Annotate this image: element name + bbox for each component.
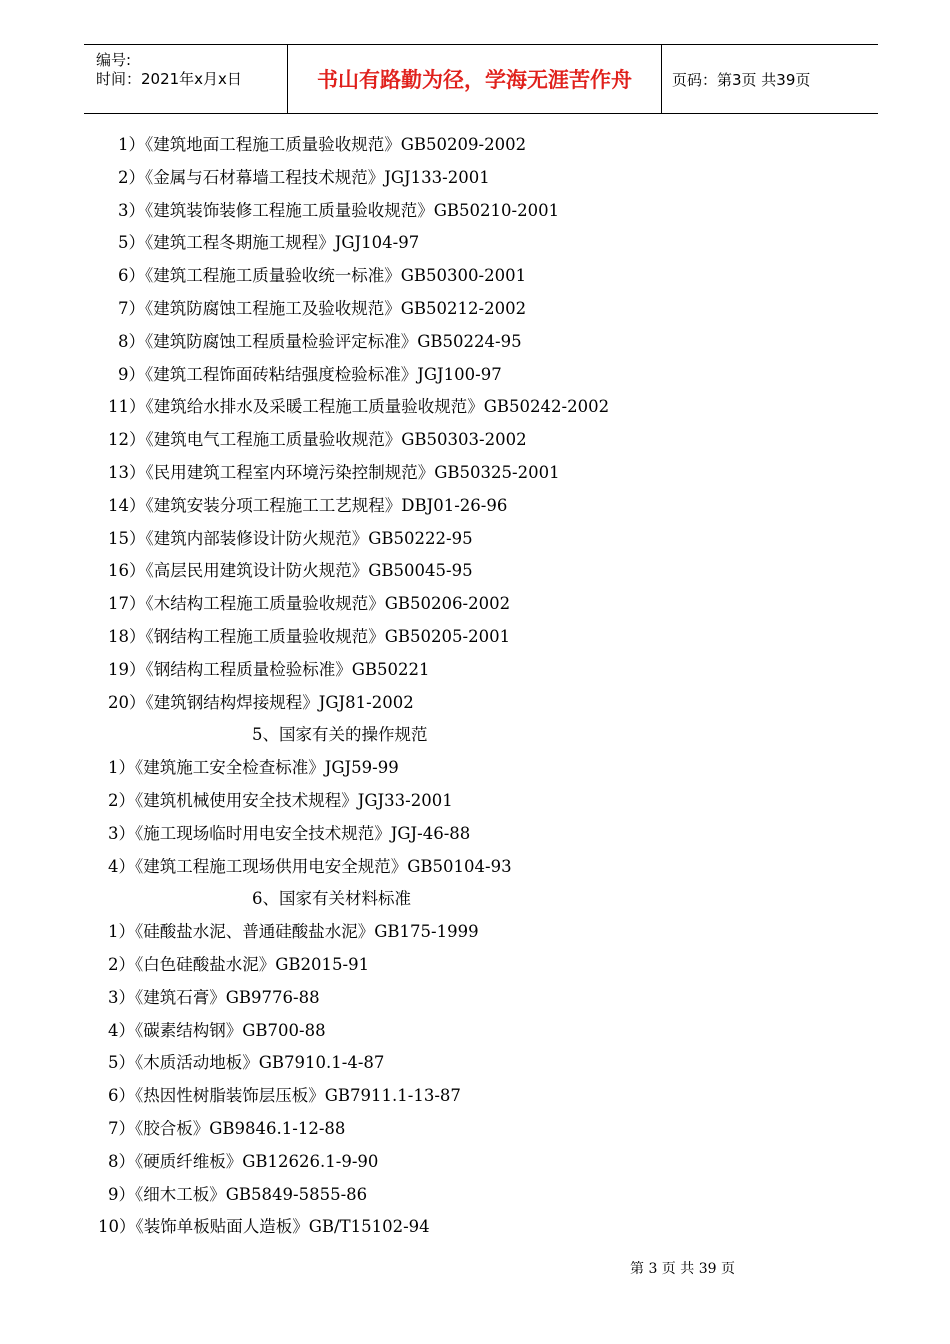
section-heading: 6、国家有关材料标准 [252,889,411,909]
list-item: 17）《木结构工程施工质量验收规范》GB50206-2002 [108,594,511,614]
list-item: 1）《建筑地面工程施工质量验收规范》GB50209-2002 [118,135,527,154]
list-item: 14）《建筑安装分项工程施工工艺规程》DBJ01-26-96 [108,495,508,515]
list-item: 6）《热因性树脂装饰层压板》GB7911.1-13-87 [108,1086,461,1106]
list-item: 10）《装饰单板贴面人造板》GB/T15102-94 [98,1217,430,1237]
list-item: 9）《细木工板》GB5849-5855-86 [108,1184,368,1204]
list-item: 1）《硅酸盐水泥、普通硅酸盐水泥》GB175-1999 [108,922,479,942]
list-item: 12）《建筑电气工程施工质量验收规范》GB50303-2002 [108,430,527,450]
list-item: 3）《建筑装饰装修工程施工质量验收规范》GB50210-2001 [118,200,560,220]
list-item: 20）《建筑钢结构焊接规程》JGJ81-2002 [108,692,414,712]
list-item: 4）《建筑工程施工现场供用电安全规范》GB50104-93 [108,856,512,876]
document-number-label: 编号: [96,51,132,69]
list-item: 8）《建筑防腐蚀工程质量检验评定标准》GB50224-95 [118,331,522,351]
list-item: 7）《建筑防腐蚀工程施工及验收规范》GB50212-2002 [118,299,527,318]
list-item: 1）《建筑施工安全检查标准》JGJ59-99 [108,758,399,778]
list-item: 2）《白色硅酸盐水泥》GB2015-91 [108,955,370,974]
list-item: 7）《胶合板》GB9846.1-12-88 [108,1119,346,1138]
list-item: 5）《建筑工程冬期施工规程》JGJ104-97 [118,233,420,253]
list-item: 16）《高层民用建筑设计防火规范》GB50045-95 [108,561,473,581]
page-footer: 第 3 页 共 39 页 [630,1261,735,1277]
list-item: 19）《钢结构工程质量检验标准》GB50221 [108,659,430,679]
section-heading: 5、国家有关的操作规范 [252,725,428,745]
list-item: 2）《建筑机械使用安全技术规程》JGJ33-2001 [108,791,453,810]
list-item: 3）《建筑石膏》GB9776-88 [108,987,320,1007]
document-time: 时间：2021年x月x日 [96,70,242,88]
list-item: 2）《金属与石材幕墙工程技术规范》JGJ133-2001 [118,167,490,187]
list-item: 11）《建筑给水排水及采暖工程施工质量验收规范》GB50242-2002 [108,397,610,417]
list-item: 13）《民用建筑工程室内环境污染控制规范》GB50325-2001 [108,463,560,482]
list-item: 5）《木质活动地板》GB7910.1-4-87 [108,1053,385,1073]
list-item: 4）《碳素结构钢》GB700-88 [108,1020,326,1040]
header-motto: 书山有路勤为径，学海无涯苦作舟 [288,45,662,113]
list-item: 15）《建筑内部装修设计防火规范》GB50222-95 [108,528,473,548]
list-item: 8）《硬质纤维板》GB12626.1-9-90 [108,1151,379,1171]
page-header [84,44,878,114]
list-item: 6）《建筑工程施工质量验收统一标准》GB50300-2001 [118,266,527,286]
list-item: 3）《施工现场临时用电安全技术规范》JGJ-46-88 [108,823,471,843]
header-page-info: 页码：第3页 共39页 [672,70,811,89]
list-item: 9）《建筑工程饰面砖粘结强度检验标准》JGJ100-97 [118,364,502,384]
list-item: 18）《钢结构工程施工质量验收规范》GB50205-2001 [108,627,511,646]
header-meta [84,45,288,113]
